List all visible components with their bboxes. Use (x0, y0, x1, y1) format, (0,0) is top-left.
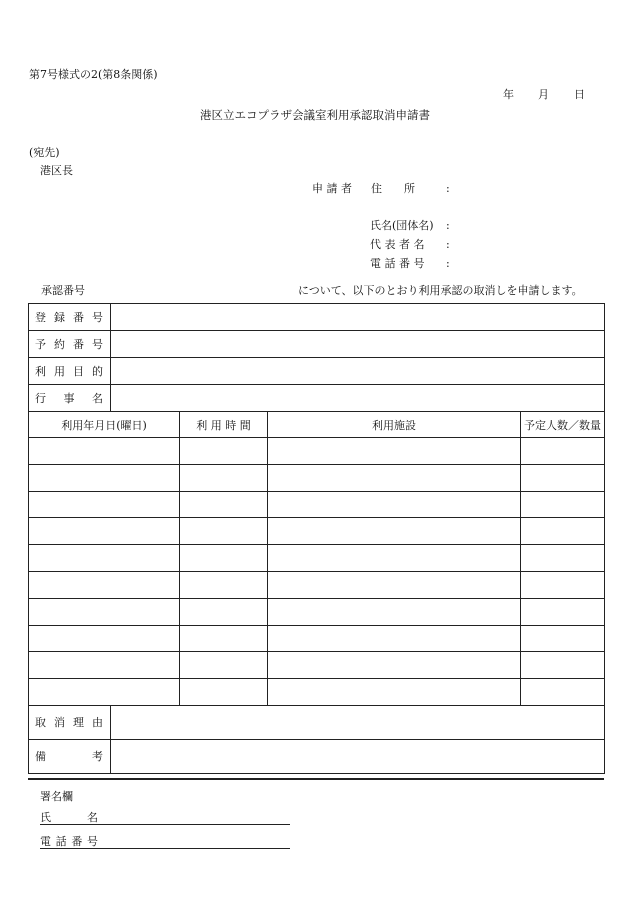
footer-row (29, 705, 605, 739)
signature-name-label (40, 812, 98, 823)
applicant-label: 申 請 者 (312, 182, 352, 195)
label-char: 備 (35, 750, 46, 764)
schedule-cell[interactable] (521, 518, 605, 545)
date-year-label: 年 (503, 88, 514, 101)
schedule-cell[interactable] (521, 652, 605, 679)
schedule-cell[interactable] (180, 571, 268, 598)
label-char: 約 (54, 338, 65, 351)
schedule-cell[interactable] (268, 545, 521, 572)
row-label (35, 390, 103, 406)
row-label (35, 363, 103, 379)
schedule-cell[interactable] (521, 545, 605, 572)
column-header: 利用施設 (268, 412, 521, 438)
schedule-cell[interactable] (268, 571, 521, 598)
signature-title: 署名欄 (40, 790, 73, 803)
address-label: 住 所 (371, 182, 415, 195)
schedule-cell[interactable] (521, 598, 605, 625)
section-divider (28, 778, 604, 780)
info-row-value[interactable] (111, 304, 605, 331)
form-number: 第7号様式の2(第8条関係) (29, 68, 158, 81)
info-row-label (29, 358, 111, 385)
schedule-row (29, 491, 605, 518)
info-row-value[interactable] (111, 385, 605, 412)
schedule-row (29, 518, 605, 545)
phone-label: 電 話 番 号 (370, 257, 425, 270)
row-label (35, 714, 103, 730)
column-header: 予定人数／数量 (521, 412, 605, 438)
column-header: 利用年月日(曜日) (29, 412, 180, 438)
row-label (35, 336, 103, 352)
representative-label: 代 表 者 名 (370, 238, 425, 251)
schedule-cell[interactable] (180, 518, 268, 545)
info-row-label (29, 385, 111, 412)
label-char: 由 (92, 716, 103, 730)
schedule-cell[interactable] (521, 625, 605, 652)
schedule-cell[interactable] (268, 652, 521, 679)
schedule-cell[interactable] (268, 438, 521, 465)
signature-phone-line[interactable] (40, 836, 290, 849)
approval-number-label: 承認番号 (41, 284, 85, 297)
schedule-cell[interactable] (180, 491, 268, 518)
signature-phone-label (40, 836, 98, 847)
schedule-cell[interactable] (268, 518, 521, 545)
schedule-cell[interactable] (29, 598, 180, 625)
schedule-cell[interactable] (521, 438, 605, 465)
schedule-cell[interactable] (268, 491, 521, 518)
schedule-row (29, 571, 605, 598)
label-char: 話 (55, 835, 67, 848)
schedule-cell[interactable] (29, 679, 180, 706)
label-char: 番 (71, 835, 83, 848)
schedule-cell[interactable] (180, 598, 268, 625)
label-char: 登 (35, 311, 46, 324)
schedule-cell[interactable] (29, 491, 180, 518)
label-char: 号 (92, 338, 103, 351)
info-row-label (29, 304, 111, 331)
schedule-header-row (29, 412, 605, 438)
footer-row-value[interactable] (111, 705, 605, 739)
label-char: 消 (54, 716, 65, 730)
schedule-cell[interactable] (521, 491, 605, 518)
schedule-row (29, 598, 605, 625)
approval-statement: について、以下のとおり利用承認の取消しを申請します。 (298, 284, 583, 297)
footer-row-label (29, 739, 111, 773)
schedule-cell[interactable] (180, 545, 268, 572)
row-label (35, 309, 103, 325)
info-row (29, 304, 605, 331)
schedule-cell[interactable] (29, 438, 180, 465)
addressee-name: 港区長 (40, 164, 73, 177)
rep-colon: : (446, 238, 450, 251)
label-char: 氏 (40, 811, 51, 824)
footer-row-label (29, 705, 111, 739)
row-label (35, 748, 103, 764)
info-row (29, 385, 605, 412)
label-char: 理 (73, 716, 84, 730)
schedule-cell[interactable] (29, 518, 180, 545)
addressee-label: (宛先) (29, 146, 60, 159)
info-row-value[interactable] (111, 331, 605, 358)
info-row (29, 331, 605, 358)
application-table (28, 303, 605, 774)
label-char: 考 (92, 750, 103, 764)
info-row (29, 358, 605, 385)
signature-name-line[interactable] (40, 812, 290, 825)
date-day-label: 日 (574, 88, 585, 101)
label-char: 番 (73, 311, 84, 324)
schedule-row (29, 545, 605, 572)
label-char: 事 (63, 392, 75, 405)
name-colon: : (446, 219, 450, 232)
label-char: 利 (35, 365, 46, 378)
label-char: 号 (92, 311, 103, 324)
schedule-row (29, 464, 605, 491)
schedule-cell[interactable] (180, 679, 268, 706)
schedule-cell[interactable] (29, 571, 180, 598)
label-char: 的 (92, 365, 103, 378)
schedule-row (29, 652, 605, 679)
schedule-cell[interactable] (268, 625, 521, 652)
schedule-cell[interactable] (521, 464, 605, 491)
label-char: 用 (54, 365, 65, 378)
schedule-cell[interactable] (29, 464, 180, 491)
info-row-label (29, 331, 111, 358)
label-char: 号 (86, 835, 98, 848)
schedule-cell[interactable] (180, 464, 268, 491)
schedule-cell[interactable] (29, 652, 180, 679)
schedule-cell[interactable] (268, 598, 521, 625)
schedule-cell[interactable] (268, 464, 521, 491)
footer-row-value[interactable] (111, 739, 605, 773)
column-header: 利 用 時 間 (180, 412, 268, 438)
schedule-cell[interactable] (268, 679, 521, 706)
schedule-row (29, 625, 605, 652)
phone-colon: : (446, 257, 450, 270)
label-char: 取 (35, 716, 46, 730)
label-char: 名 (92, 392, 103, 405)
schedule-cell[interactable] (29, 545, 180, 572)
schedule-cell[interactable] (521, 571, 605, 598)
label-char: 番 (73, 338, 84, 351)
schedule-cell[interactable] (180, 625, 268, 652)
label-char: 名 (87, 811, 98, 824)
label-char: 電 (40, 835, 51, 848)
schedule-row (29, 438, 605, 465)
label-char: 目 (73, 365, 84, 378)
address-colon: : (446, 182, 450, 195)
footer-row (29, 739, 605, 773)
label-char: 予 (35, 338, 46, 351)
schedule-row (29, 679, 605, 706)
schedule-cell[interactable] (29, 625, 180, 652)
label-char: 録 (54, 311, 65, 324)
schedule-cell[interactable] (180, 438, 268, 465)
document-title: 港区立エコプラザ会議室利用承認取消申請書 (200, 108, 430, 122)
applicant-name-label: 氏名(団体名) (370, 219, 434, 232)
label-char: 行 (35, 392, 46, 405)
date-month-label: 月 (538, 88, 549, 101)
schedule-cell[interactable] (521, 679, 605, 706)
schedule-cell[interactable] (180, 652, 268, 679)
info-row-value[interactable] (111, 358, 605, 385)
